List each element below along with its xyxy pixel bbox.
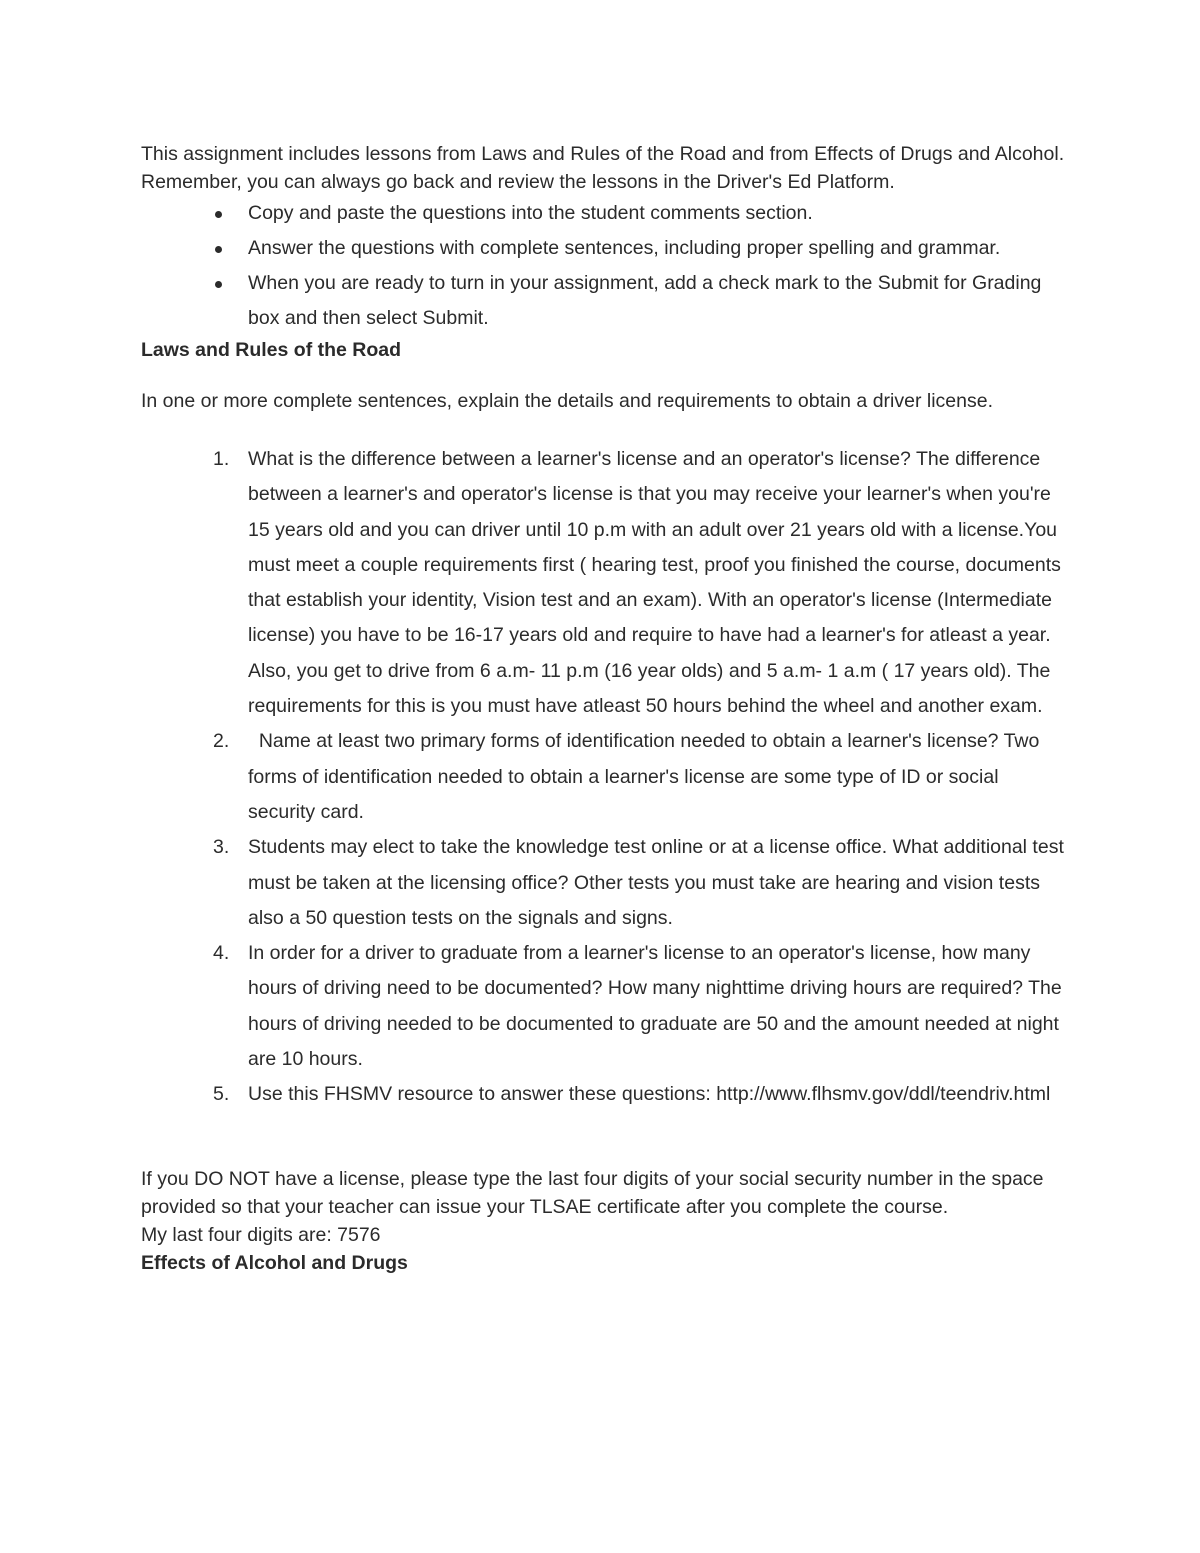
- instruction-item: [141, 266, 1066, 336]
- question-text: Students may elect to take the knowledge test online or at a license office. What additional test must be taken at the licensing office? Other tests you must take are hearing and vision tests also a 50 question tests on the signals and signs.: [248, 836, 1064, 929]
- ssn-digits-line: My last four digits are: 7576: [141, 1223, 381, 1246]
- intro-paragraph: This assignment includes lessons from Laws and Rules of the Road and from Effects of Drugs and Alcohol. Remember, you can always go back and review the lessons in the Driver's Ed Platform.: [141, 143, 1065, 193]
- question-text: What is the difference between a learner's license and an operator's license? The difference between a learner's and operator's license is that you may receive your learner's when you're 15 years old and you can driver until 10 p.m with an adult over 21 years old with a license.You must meet a couple requirements first ( hearing test, proof you finished the course, documents that establish your identity, Vision test and an exam). With an operator's license (Intermediate license) you have to be 16-17 years old and require to have had a learner's for atleast a year. Also, you get to drive from 6 a.m- 11 p.m (16 year olds) and 5 a.m- 1 a.m ( 17 years old). The requirements for this is you must have atleast 50 hours behind the wheel and another exam.: [248, 448, 1061, 718]
- question-item: [141, 724, 1066, 830]
- question-text: In order for a driver to graduate from a learner's license to an operator's license, how many hours of driving need to be documented? How many nighttime driving hours are required? The hours of driving needed to be documented to graduate are 50 and the amount needed at night are 10 hours.: [248, 942, 1062, 1071]
- instruction-text: Copy and paste the questions into the student comments section.: [248, 202, 813, 224]
- section-prompt: In one or more complete sentences, explain the details and requirements to obtain a driver license.: [141, 390, 993, 412]
- question-item: [141, 1077, 1066, 1112]
- question-text: Name at least two primary forms of identification needed to obtain a learner's license? Two forms of identification needed to obtain a learner's license are some type of ID or social security card.: [248, 730, 1045, 823]
- question-number: 4.: [213, 942, 230, 965]
- question-number: 5.: [213, 1083, 230, 1106]
- question-number: 3.: [213, 836, 230, 859]
- question-number: 2.: [213, 730, 230, 753]
- instruction-item: [141, 196, 1066, 231]
- instruction-item: [141, 231, 1066, 266]
- question-text: Use this FHSMV resource to answer these questions: http://www.flhsmv.gov/ddl/teendriv.html: [248, 1083, 1051, 1106]
- instruction-list: [141, 196, 1066, 336]
- section-heading-alcohol: Effects of Alcohol and Drugs: [141, 1251, 408, 1274]
- ssn-note: [141, 1165, 1066, 1249]
- question-item: [141, 830, 1066, 936]
- bullet-icon: [215, 281, 222, 288]
- question-list: [141, 442, 1066, 1113]
- instruction-text: Answer the questions with complete sentences, including proper spelling and grammar.: [248, 237, 1001, 259]
- question-number: 1.: [213, 448, 230, 470]
- section-heading-laws: Laws and Rules of the Road: [141, 339, 402, 361]
- document-page: [141, 140, 1066, 1277]
- bullet-icon: [215, 246, 222, 253]
- instruction-text: When you are ready to turn in your assignment, add a check mark to the Submit for Grading box and then select Submit.: [248, 272, 1042, 329]
- bullet-icon: [215, 211, 222, 218]
- intro-block: [141, 140, 1066, 336]
- question-item: [141, 936, 1066, 1077]
- ssn-note-paragraph: If you DO NOT have a license, please type the last four digits of your social security number in the space provided so that your teacher can issue your TLSAE certificate after you complete the course.: [141, 1167, 1044, 1218]
- question-item: [141, 442, 1066, 724]
